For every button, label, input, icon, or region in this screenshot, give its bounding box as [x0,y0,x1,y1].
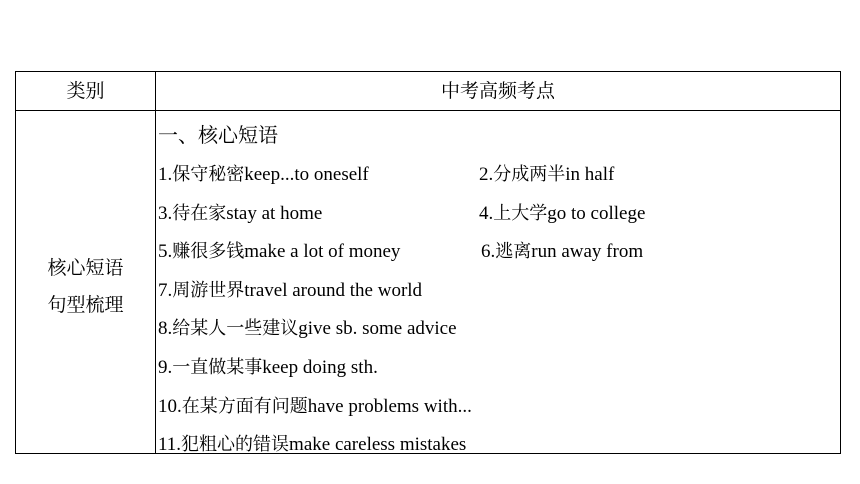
phrase-number: 11. [158,434,182,456]
phrase-english: give sb. some advice [298,318,457,340]
phrase-english: go to college [547,202,646,224]
phrase-row [158,310,840,349]
phrase-number: 8. [158,318,173,340]
category-line: 句型梳理 [47,294,124,316]
phrase-item [158,349,378,388]
phrase-chinese: 待在家 [172,202,227,224]
phrase-number: 1. [158,164,173,185]
phrase-chinese: 逃离 [495,241,532,263]
phrase-table [15,71,841,454]
phrase-row [158,156,840,195]
phrase-row [158,388,840,427]
phrase-english: make a lot of money [244,241,401,263]
category-cell [16,250,155,324]
phrase-chinese: 犯粗心的错误 [181,434,290,456]
phrase-number: 9. [158,356,173,378]
category-line: 核心短语 [47,257,124,279]
phrase-chinese: 赚很多钱 [172,241,245,263]
phrase-row [158,349,840,388]
phrase-english: run away from [531,241,644,263]
phrase-english: keep...to oneself [244,164,369,185]
header-category: 类别 [66,80,105,102]
phrase-item [158,426,466,465]
phrase-number: 3. [158,202,173,224]
points-cell [158,118,840,465]
phrase-chinese: 上大学 [493,202,548,224]
phrase-english: in half [565,164,615,185]
phrase-chinese: 在某方面有问题 [181,395,308,417]
phrase-item [158,272,422,311]
phrase-item [158,156,369,195]
phrase-number: 2. [479,164,494,185]
header-divider [16,110,840,111]
phrase-number: 6. [481,241,496,263]
phrase-item [158,195,322,234]
phrase-chinese: 保守秘密 [172,164,245,185]
phrase-number: 5. [158,241,173,263]
phrase-english: keep doing sth. [262,356,378,378]
column-divider [155,72,156,453]
phrase-number: 4. [479,202,494,224]
phrase-item [158,388,472,427]
section-title: 一、核心短语 [158,123,278,147]
phrase-row [158,195,840,234]
phrase-item [479,195,645,234]
phrase-row [158,272,840,311]
phrase-item [481,233,643,272]
phrase-chinese: 给某人一些建议 [172,318,299,340]
phrase-english: have problems with... [307,395,472,417]
phrase-number: 10. [158,395,182,417]
phrase-chinese: 一直做某事 [172,356,263,378]
phrase-english: travel around the world [244,279,423,301]
phrase-item [158,233,400,272]
phrase-chinese: 周游世界 [172,279,245,301]
phrase-item [479,156,614,195]
phrase-row [158,233,840,272]
phrase-chinese: 分成两半 [493,164,566,185]
phrase-english: make careless mistakes [289,434,467,456]
phrase-number: 7. [158,279,173,301]
phrase-row [158,426,840,465]
phrase-english: stay at home [226,202,323,224]
header-points: 中考高频考点 [440,80,555,102]
phrase-item [158,310,457,349]
